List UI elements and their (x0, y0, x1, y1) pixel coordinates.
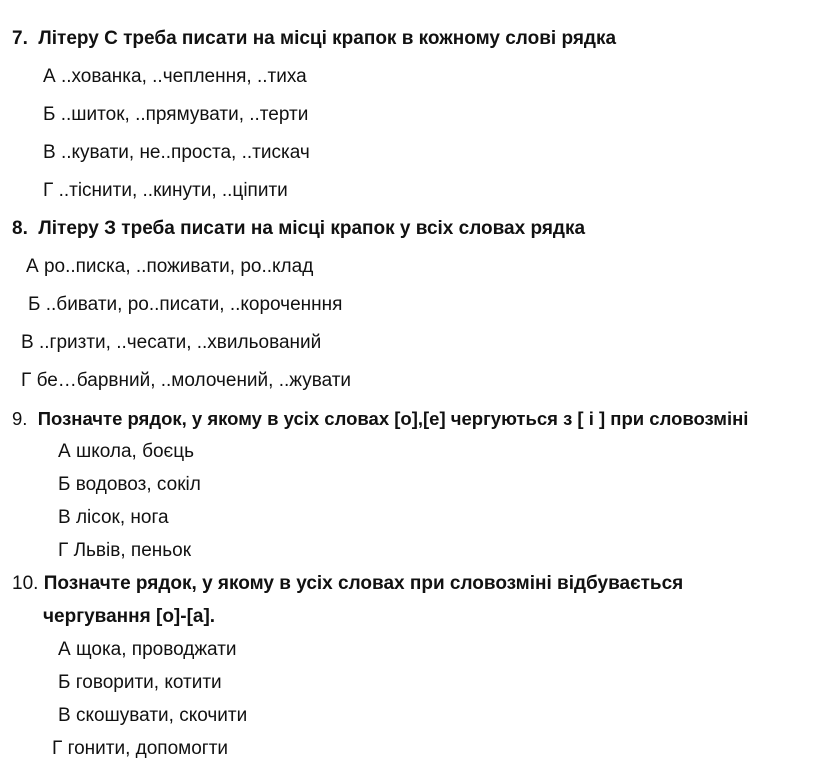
question-text: Літеру З треба писати на місці крапок у всіх словах рядка (38, 218, 586, 239)
q8-option-d: Г бе…барвний, ..молочений, ..жувати (21, 370, 352, 391)
question-10-heading (12, 572, 683, 596)
q10-option-a: А щока, проводжати (58, 639, 237, 660)
question-text: Позначте рядок, у якому в усіх словах [о],[е] чергуються з [ і ] при словозміні (37, 408, 749, 429)
q10-option-c: В скошувати, скочити (58, 705, 248, 726)
question-number: 7. (12, 28, 28, 49)
q7-option-d: Г ..тіснити, ..кинути, ..ціпити (43, 180, 288, 201)
q7-option-a: А ..хованка, ..чеплення, ..тиха (43, 66, 307, 87)
question-number: 9. (12, 408, 28, 429)
q10-option-d: Г гонити, допомогти (52, 738, 229, 759)
q9-option-a: А школа, боєць (58, 441, 195, 462)
q9-option-d: Г Львів, пеньок (58, 540, 192, 561)
q8-option-b: Б ..бивати, ро..писати, ..короченння (28, 294, 343, 315)
q9-option-c: В лісок, нога (58, 507, 169, 528)
q7-option-b: Б ..шиток, ..прямувати, ..терти (43, 104, 309, 125)
question-number: 10. (12, 573, 39, 594)
question-9-heading (12, 407, 748, 431)
q9-option-b: Б водовоз, сокіл (58, 474, 201, 495)
question-text: Позначте рядок, у якому в усіх словах при словозміні відбувається (43, 573, 684, 594)
question-number: 8. (12, 218, 28, 239)
q7-option-c: В ..кувати, не..проста, ..тискач (43, 142, 310, 163)
question-10-heading-cont: чергування [о]-[а]. (43, 606, 216, 627)
q10-option-b: Б говорити, котити (58, 672, 222, 693)
q8-option-a: А ро..писка, ..поживати, ро..клад (26, 256, 314, 277)
question-7-heading (12, 27, 616, 51)
q8-option-c: В ..гризти, ..чесати, ..хвильований (21, 332, 322, 353)
question-text: Літеру С треба писати на місці крапок в кожному слові рядка (38, 28, 617, 49)
question-8-heading (12, 217, 585, 241)
